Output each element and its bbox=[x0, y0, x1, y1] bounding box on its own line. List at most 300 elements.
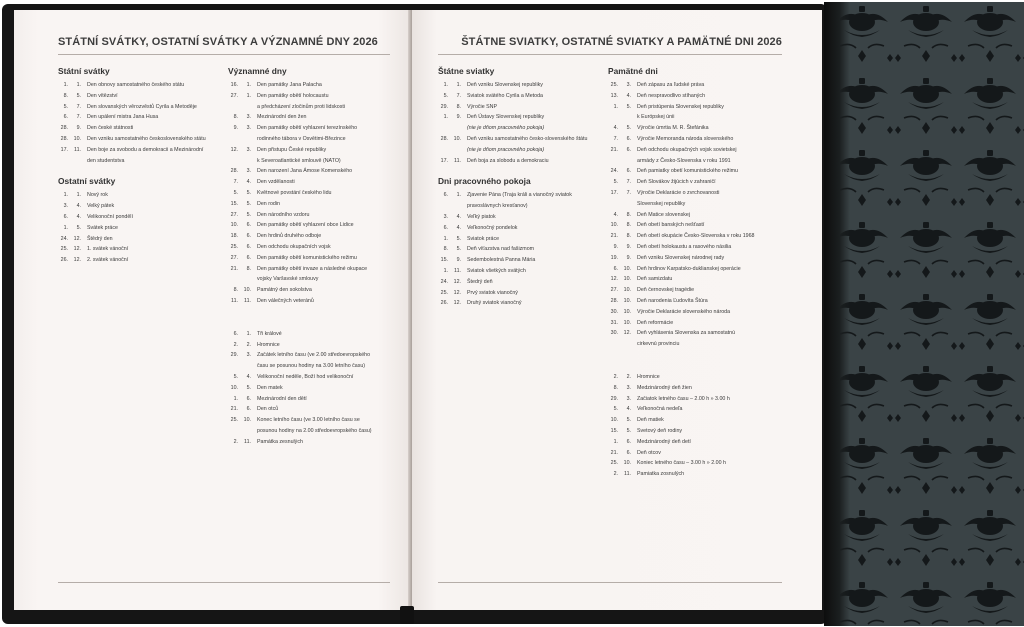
day-number: 6. bbox=[443, 192, 448, 199]
day-number: 30. bbox=[610, 308, 618, 315]
list-item bbox=[228, 372, 372, 383]
holiday-name: Veľký piatok bbox=[467, 213, 496, 220]
day-number: 10. bbox=[230, 384, 238, 391]
holiday-name: času se posunou hodiny na 3.00 letního času) bbox=[257, 363, 366, 370]
list-item bbox=[608, 296, 754, 307]
day-number: 5. bbox=[443, 92, 448, 99]
list-item bbox=[438, 156, 587, 167]
list-item bbox=[228, 264, 372, 275]
day-number: 25. bbox=[230, 417, 238, 424]
month-number: 6. bbox=[246, 243, 251, 250]
list-item bbox=[608, 318, 754, 329]
list-item bbox=[608, 220, 754, 231]
month-number: 10. bbox=[623, 460, 631, 467]
day-number: 8. bbox=[233, 114, 238, 121]
holiday-name: rodinného tábora v Osvětimi-Březince bbox=[257, 135, 346, 142]
day-number: 5. bbox=[233, 189, 238, 196]
holiday-name: Den vzdělanosti bbox=[257, 179, 295, 186]
list-item bbox=[58, 212, 206, 223]
holiday-name: Sviatok všetkých svätých bbox=[467, 267, 526, 274]
holiday-name: Den válečných veteránů bbox=[257, 297, 314, 304]
day-number: 21. bbox=[610, 449, 618, 456]
day-number: 8. bbox=[233, 287, 238, 294]
holiday-name: Deň matiek bbox=[637, 417, 664, 424]
holiday-name: Den přistupu České republiky bbox=[257, 146, 327, 153]
top-rule bbox=[438, 54, 782, 55]
month-number: 4. bbox=[626, 406, 631, 413]
day-number: 28. bbox=[60, 125, 68, 132]
holiday-name: Mezinárodní den dětí bbox=[257, 395, 307, 402]
holiday-name: Svátek práce bbox=[87, 224, 118, 231]
month-number: 6. bbox=[246, 222, 251, 229]
month-number: 4. bbox=[456, 213, 461, 220]
holiday-name: Den památky Jana Palacha bbox=[257, 82, 322, 88]
list-item bbox=[58, 91, 206, 102]
list-item bbox=[438, 298, 587, 309]
day-number: 26. bbox=[60, 257, 68, 264]
list-item bbox=[228, 112, 372, 123]
list-item bbox=[228, 145, 372, 156]
month-number: 10. bbox=[623, 276, 631, 283]
list-item bbox=[438, 223, 587, 234]
holiday-name: Deň pamiatky obetí komunistického režimu bbox=[637, 168, 738, 175]
month-number: 6. bbox=[246, 406, 251, 413]
holiday-name: Medzinárodný deň detí bbox=[637, 438, 691, 445]
list-item bbox=[608, 242, 754, 253]
list-item bbox=[608, 372, 754, 383]
holiday-name: Sviatok práce bbox=[467, 235, 500, 242]
list-item bbox=[608, 166, 754, 177]
list-item bbox=[58, 80, 206, 91]
holiday-name: vojsky Varšavské smlouvy bbox=[257, 276, 319, 283]
holiday-name: Deň pristúpenia Slovenskej republiky bbox=[637, 103, 724, 110]
holiday-name: Veľkonočná nedeľa bbox=[637, 406, 683, 413]
month-number: 6. bbox=[626, 168, 631, 175]
day-number: 9. bbox=[613, 243, 618, 250]
holiday-name: k Európskej únii bbox=[637, 114, 675, 121]
list-item bbox=[228, 437, 372, 448]
list-item bbox=[228, 394, 372, 405]
left-col-2 bbox=[228, 60, 372, 448]
holiday-name: Den památky obětí invaze a následné okupace bbox=[257, 265, 368, 272]
section-title: Významné dny bbox=[228, 66, 287, 76]
list-item bbox=[608, 102, 754, 113]
list-item bbox=[608, 307, 754, 318]
month-number: 10. bbox=[623, 287, 631, 294]
holiday-list bbox=[58, 80, 206, 166]
day-number: 29. bbox=[230, 352, 238, 359]
month-number: 2. bbox=[246, 341, 251, 348]
list-item bbox=[228, 102, 372, 113]
holiday-name: Hromnice bbox=[637, 373, 660, 380]
month-number: 5. bbox=[246, 384, 251, 391]
month-number: 11. bbox=[454, 157, 461, 164]
month-number: 9. bbox=[456, 114, 461, 121]
right-page bbox=[412, 10, 822, 610]
day-number: 21. bbox=[230, 265, 238, 272]
holiday-name: Konec letního času (ve 3.00 letního času se bbox=[257, 417, 360, 424]
month-number: 7. bbox=[76, 103, 81, 110]
list-item bbox=[438, 255, 587, 266]
list-item bbox=[58, 255, 206, 266]
holiday-list bbox=[438, 190, 587, 309]
list-item bbox=[228, 123, 372, 134]
day-number: 3. bbox=[63, 203, 68, 210]
holiday-name: Začiatok letného času – 2.00 h » 3.00 h bbox=[637, 395, 730, 402]
list-item bbox=[228, 134, 372, 145]
list-item bbox=[228, 188, 372, 199]
day-number: 18. bbox=[230, 233, 238, 240]
month-number: 4. bbox=[246, 373, 251, 380]
day-number: 27. bbox=[610, 287, 618, 294]
month-number: 12. bbox=[453, 289, 461, 296]
day-number: 5. bbox=[613, 406, 618, 413]
holiday-name: Deň obetí banských nešťastí bbox=[637, 222, 705, 229]
list-item bbox=[608, 210, 754, 221]
holiday-name: Nový rok bbox=[87, 192, 108, 199]
holiday-name: Výročie SNP bbox=[467, 103, 498, 110]
holiday-name: Deň obetí okupácie Česko-Slovenska v roku 1968 bbox=[637, 233, 755, 240]
day-number: 29. bbox=[610, 395, 618, 402]
ornament-pattern-icon bbox=[824, 2, 1024, 626]
month-number: 10. bbox=[243, 287, 251, 294]
day-number: 6. bbox=[63, 213, 68, 220]
month-number: 11. bbox=[244, 438, 251, 445]
month-number: 1. bbox=[456, 82, 461, 88]
holiday-name: Deň vzniku Slovenskej republiky bbox=[467, 82, 543, 88]
holiday-name: Štedrý deň bbox=[467, 278, 493, 285]
month-number: 5. bbox=[626, 103, 631, 110]
list-item bbox=[228, 404, 372, 415]
holiday-name: Hromnice bbox=[257, 341, 280, 348]
month-number: 9. bbox=[456, 257, 461, 264]
day-number: 8. bbox=[613, 384, 618, 391]
holiday-name: Deň obetí holokaustu a rasového násilia bbox=[637, 243, 732, 250]
list-item bbox=[438, 201, 587, 212]
holiday-name: Deň Slovákov žijúcich v zahraničí bbox=[637, 179, 716, 186]
day-number: 17. bbox=[440, 157, 448, 164]
holiday-name: Prvý sviatok vianočný bbox=[467, 289, 518, 296]
day-number: 1. bbox=[63, 82, 68, 88]
holiday-name: Tři králové bbox=[257, 330, 282, 337]
day-number: 15. bbox=[230, 200, 238, 207]
list-item bbox=[438, 80, 587, 91]
holiday-name: Den památky obětí vyhlazení terezínského bbox=[257, 125, 358, 132]
list-item bbox=[608, 328, 754, 339]
list-item bbox=[438, 266, 587, 277]
list-item bbox=[608, 415, 754, 426]
list-item bbox=[58, 102, 206, 113]
day-number: 4. bbox=[613, 125, 618, 132]
holiday-name: Den otců bbox=[257, 406, 279, 413]
day-number: 30. bbox=[610, 330, 618, 337]
month-number: 11. bbox=[244, 297, 251, 304]
day-number: 25. bbox=[60, 246, 68, 253]
holiday-name: Veľkonočný pondelok bbox=[467, 224, 518, 231]
month-number: 3. bbox=[246, 114, 251, 121]
day-number: 19. bbox=[610, 254, 618, 261]
month-number: 7. bbox=[76, 114, 81, 121]
holiday-name: (nie je dňom pracovného pokoja) bbox=[467, 146, 545, 153]
holiday-name: Sedembolestná Panna Mária bbox=[467, 257, 536, 264]
right-col-2 bbox=[608, 60, 754, 480]
list-item bbox=[608, 469, 754, 480]
holiday-name: Deň otcov bbox=[637, 449, 661, 456]
holiday-name: Den památky obětí vyhlazení obce Lidice bbox=[257, 222, 354, 229]
right-page-title: ŠTÁTNE SVIATKY, OSTATNÉ SVIATKY A PAMÄTNÉ DNI 2026 bbox=[461, 36, 782, 48]
day-number: 16. bbox=[230, 82, 238, 88]
list-item bbox=[608, 339, 754, 350]
holiday-name: Deň Ústavy Slovenskej republiky bbox=[467, 114, 545, 121]
day-number: 28. bbox=[230, 168, 238, 175]
list-item bbox=[228, 253, 372, 264]
holiday-name: k Severoatlantické smlouvě (NATO) bbox=[257, 157, 341, 164]
list-item bbox=[58, 223, 206, 234]
holiday-name: Deň odchodu okupačných vojsk sovietskej bbox=[637, 146, 737, 153]
list-item bbox=[608, 156, 754, 167]
list-item bbox=[608, 437, 754, 448]
day-number: 28. bbox=[440, 135, 448, 142]
holiday-name: Květnové povstání českého lidu bbox=[257, 189, 332, 196]
month-number: 11. bbox=[74, 146, 81, 153]
month-number: 6. bbox=[626, 135, 631, 142]
left-page bbox=[14, 10, 410, 610]
day-number: 4. bbox=[613, 211, 618, 218]
holiday-name: Slovenskej republiky bbox=[637, 200, 686, 207]
list-item bbox=[228, 91, 372, 102]
month-number: 3. bbox=[626, 384, 631, 391]
day-number: 13. bbox=[610, 92, 618, 99]
holiday-name: posunou hodiny na 2.00 středoevropského času) bbox=[257, 427, 372, 434]
list-item bbox=[438, 234, 587, 245]
day-number: 2. bbox=[233, 438, 238, 445]
month-number: 5. bbox=[626, 417, 631, 424]
month-number: 1. bbox=[456, 192, 461, 199]
list-item bbox=[608, 383, 754, 394]
section-title: Štátne sviatky bbox=[438, 66, 495, 76]
list-item bbox=[608, 112, 754, 123]
section-title: Pamätné dni bbox=[608, 66, 658, 76]
month-number: 10. bbox=[623, 297, 631, 304]
day-number: 17. bbox=[610, 189, 618, 196]
list-item bbox=[228, 166, 372, 177]
list-item bbox=[608, 404, 754, 415]
list-item bbox=[438, 288, 587, 299]
holiday-name: Výročie Memoranda národa slovenského bbox=[637, 135, 734, 142]
list-item bbox=[58, 234, 206, 245]
holiday-list bbox=[228, 80, 372, 307]
list-item bbox=[228, 80, 372, 91]
holiday-name: Deň narodenia Ľudovíta Štúra bbox=[637, 297, 708, 304]
list-item bbox=[438, 145, 587, 156]
month-number: 6. bbox=[626, 146, 631, 153]
list-item bbox=[438, 277, 587, 288]
open-diary-spread bbox=[14, 10, 822, 610]
month-number: 6. bbox=[626, 438, 631, 445]
day-number: 15. bbox=[610, 427, 618, 434]
month-number: 9. bbox=[76, 125, 81, 132]
day-number: 10. bbox=[230, 222, 238, 229]
day-number: 1. bbox=[443, 235, 448, 242]
holiday-name: Den upálení mistra Jana Husa bbox=[87, 114, 159, 121]
month-number: 6. bbox=[246, 395, 251, 402]
month-number: 12. bbox=[453, 300, 461, 307]
month-number: 1. bbox=[246, 92, 251, 99]
day-number: 1. bbox=[443, 114, 448, 121]
list-item bbox=[228, 329, 372, 340]
list-item bbox=[608, 426, 754, 437]
month-number: 6. bbox=[246, 254, 251, 261]
holiday-name: 1. svátek vánoční bbox=[87, 246, 129, 253]
holiday-name: Velikonoční pondělí bbox=[87, 213, 133, 220]
list-item bbox=[58, 123, 206, 134]
month-number: 5. bbox=[246, 200, 251, 207]
holiday-name: cirkevnú provinciu bbox=[637, 341, 680, 348]
holiday-name: Deň vzniku Slovenskej národnej rady bbox=[637, 254, 725, 261]
day-number: 28. bbox=[60, 135, 68, 142]
list-item bbox=[608, 231, 754, 242]
holiday-name: Den památky obětí komunistického režimu bbox=[257, 254, 357, 261]
list-item bbox=[438, 123, 587, 134]
bookmark-ribbon-tab[interactable] bbox=[400, 606, 414, 624]
holiday-name: Den slovanských věrozvěstů Cyrila a Metoděje bbox=[87, 103, 197, 110]
month-number: 8. bbox=[456, 103, 461, 110]
day-number: 1. bbox=[443, 82, 448, 88]
list-item bbox=[228, 231, 372, 242]
section-title: Ostatní svátky bbox=[58, 176, 116, 187]
holiday-name: Deň boja za slobodu a demokraciu bbox=[467, 157, 549, 164]
day-number: 27. bbox=[230, 211, 238, 218]
month-number: 10. bbox=[453, 135, 461, 142]
month-number: 5. bbox=[76, 224, 81, 231]
day-number: 8. bbox=[443, 246, 448, 253]
month-number: 3. bbox=[246, 168, 251, 175]
month-number: 8. bbox=[246, 265, 251, 272]
list-item bbox=[228, 156, 372, 167]
month-number: 7. bbox=[626, 189, 631, 196]
holiday-name: Štědrý den bbox=[87, 235, 113, 242]
day-number: 25. bbox=[230, 243, 238, 250]
holiday-name: Den boje za svobodu a demokracii a Mezinárodní bbox=[87, 146, 204, 153]
holiday-name: Den odchodu okupačních vojsk bbox=[257, 243, 331, 250]
month-number: 5. bbox=[76, 92, 81, 99]
list-item bbox=[608, 91, 754, 102]
day-number: 11. bbox=[231, 297, 238, 304]
month-number: 11. bbox=[454, 267, 461, 274]
month-number: 12. bbox=[623, 330, 631, 337]
holiday-name: Deň reformácie bbox=[637, 319, 674, 326]
day-number: 8. bbox=[63, 92, 68, 99]
left-page-title: STÁTNÍ SVÁTKY, OSTATNÍ SVÁTKY A VÝZNAMNÉ DNY 2026 bbox=[58, 36, 378, 48]
day-number: 21. bbox=[230, 406, 238, 413]
month-number: 5. bbox=[456, 246, 461, 253]
holiday-name: Den české státnosti bbox=[87, 125, 134, 132]
holiday-name: Den vzniku samostatného československého státu bbox=[87, 135, 206, 142]
list-item bbox=[608, 253, 754, 264]
month-number: 5. bbox=[246, 211, 251, 218]
month-number: 10. bbox=[623, 265, 631, 272]
list-item bbox=[608, 274, 754, 285]
list-item bbox=[228, 415, 372, 426]
list-item bbox=[228, 426, 372, 437]
holiday-name: Deň hrdinov Karpatsko-duklianskej operácie bbox=[637, 265, 741, 272]
month-number: 3. bbox=[246, 125, 251, 132]
holiday-name: Den matek bbox=[257, 384, 283, 391]
holiday-name: a předcházení zločinům proti lidskosti bbox=[257, 103, 346, 110]
month-number: 3. bbox=[246, 146, 251, 153]
section-title: Dni pracovného pokoja bbox=[438, 176, 531, 187]
holiday-list bbox=[58, 190, 206, 266]
holiday-name: armády z Česko-Slovenska v roku 1991 bbox=[637, 157, 731, 164]
holiday-name: Medzinárodný deň žien bbox=[637, 384, 692, 391]
holiday-name: Výročie úmrtia M. R. Štefánika bbox=[637, 125, 709, 132]
magnetic-closure-flap[interactable] bbox=[824, 2, 1024, 626]
day-number: 10. bbox=[610, 417, 618, 424]
holiday-name: Deň Matice slovenskej bbox=[637, 211, 690, 218]
month-number: 6. bbox=[626, 449, 631, 456]
holiday-name: den studentstva bbox=[87, 157, 125, 164]
holiday-name: Výročie Deklarácie slovenského národa bbox=[637, 308, 731, 315]
day-number: 27. bbox=[230, 92, 238, 99]
list-item bbox=[228, 242, 372, 253]
list-item bbox=[608, 188, 754, 199]
holiday-name: Památka zesnulých bbox=[257, 438, 303, 445]
month-number: 10. bbox=[73, 135, 81, 142]
holiday-name: Deň vyhlásenia Slovenska za samostatnú bbox=[637, 330, 736, 337]
list-item bbox=[58, 145, 206, 156]
top-rule bbox=[58, 54, 390, 55]
day-number: 28. bbox=[610, 297, 618, 304]
holiday-name: Památný den sokolstva bbox=[257, 287, 312, 294]
bottom-rule bbox=[58, 582, 390, 583]
holiday-name: Svetový deň rodiny bbox=[637, 427, 683, 434]
month-number: 4. bbox=[456, 224, 461, 231]
right-col-1 bbox=[438, 60, 587, 309]
day-number: 1. bbox=[443, 267, 448, 274]
month-number: 12. bbox=[73, 246, 81, 253]
month-number: 5. bbox=[626, 125, 631, 132]
day-number: 1. bbox=[63, 224, 68, 231]
holiday-list bbox=[228, 329, 372, 448]
day-number: 25. bbox=[610, 82, 618, 88]
day-number: 12. bbox=[610, 276, 618, 283]
month-number: 8. bbox=[626, 233, 631, 240]
list-item bbox=[228, 210, 372, 221]
day-number: 9. bbox=[233, 125, 238, 132]
list-item bbox=[438, 91, 587, 102]
day-number: 7. bbox=[233, 179, 238, 186]
list-item bbox=[608, 458, 754, 469]
holiday-name: Začátek letního času (ve 2.00 středoevropského bbox=[257, 352, 371, 359]
day-number: 3. bbox=[443, 213, 448, 220]
list-item bbox=[58, 112, 206, 123]
holiday-name: pravoslávnych kresťanov) bbox=[467, 203, 528, 210]
holiday-name: Den vítězství bbox=[87, 92, 118, 99]
list-item bbox=[58, 190, 206, 201]
day-number: 5. bbox=[613, 179, 618, 186]
month-number: 7. bbox=[456, 92, 461, 99]
day-number: 2. bbox=[233, 341, 238, 348]
day-number: 26. bbox=[440, 300, 448, 307]
day-number: 5. bbox=[63, 103, 68, 110]
section-title: Státní svátky bbox=[58, 66, 110, 76]
day-number: 2. bbox=[613, 471, 618, 478]
month-number: 4. bbox=[76, 203, 81, 210]
holiday-name: Den rodin bbox=[257, 200, 280, 207]
month-number: 1. bbox=[76, 192, 81, 199]
list-item bbox=[228, 383, 372, 394]
holiday-list bbox=[608, 80, 754, 350]
